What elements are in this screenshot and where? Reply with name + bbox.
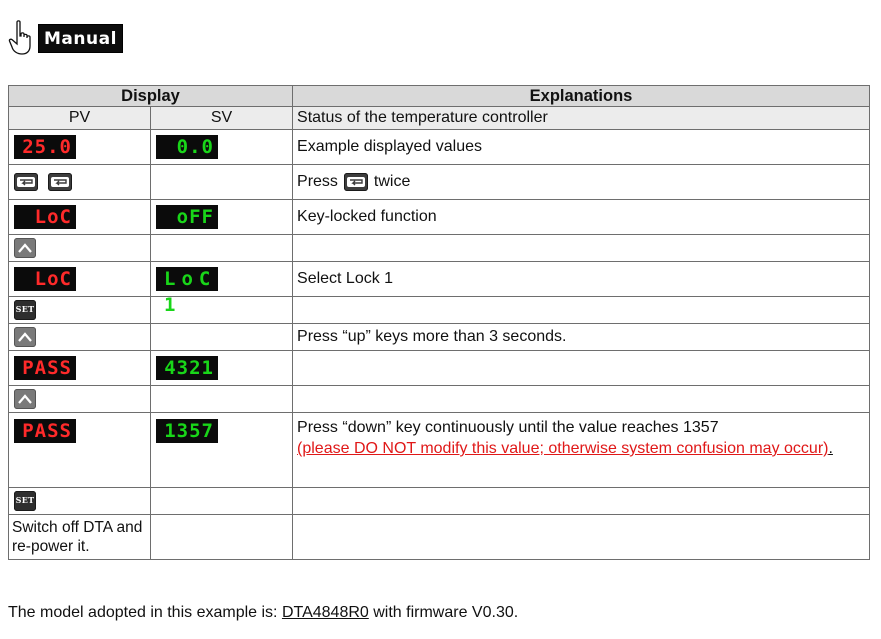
table-row [9,130,870,165]
display-header: Display [9,86,293,107]
pv-header: PV [9,107,151,130]
manual-badge: Manual [38,24,123,53]
up-key-icon [14,389,36,409]
explanation-cell [293,235,870,262]
empty-cell [151,488,293,515]
table-row [9,235,870,262]
up-key-icon [14,238,36,258]
empty-cell [151,235,293,262]
pv-display: PASS [14,356,76,380]
pv-display: LoC [14,205,76,229]
empty-cell [151,386,293,413]
table-row [9,324,870,351]
table-row [9,262,870,297]
sv-display: LoC 1 [156,267,218,291]
explanation-cell [293,297,870,324]
cycle-key-icon [14,173,38,191]
empty-cell [151,324,293,351]
empty-cell [151,165,293,200]
model-name: DTA4848R0 [281,604,369,621]
table-row [9,297,870,324]
instruction-cell: Switch off DTA and re-power it. [9,515,151,560]
empty-cell [151,515,293,560]
explanation-cell: Key-locked function [293,200,870,235]
set-key-icon: SET [14,491,36,511]
explanations-header: Explanations [293,86,870,107]
explanation-cell: Select Lock 1 [293,262,870,297]
table-row [9,515,870,560]
explanation-cell: Press “up” keys more than 3 seconds. [293,324,870,351]
cycle-key-icon [48,173,72,191]
procedure-table [8,85,870,560]
explanation-cell [293,488,870,515]
set-key-icon: SET [14,300,36,320]
table-row [9,413,870,488]
pv-display: LoC [14,267,76,291]
explanation-text: Press “down” key continuously until the value reaches 1357 [297,419,719,436]
explanation-cell [293,351,870,386]
table-row [9,165,870,200]
explanation-cell: Example displayed values [293,130,870,165]
explanation-cell [293,386,870,413]
model-note: The model adopted in this example is: DTA4848R0 with firmware V0.30. [8,604,519,621]
sv-display: 4321 [156,356,218,380]
sv-display: 1357 [156,419,218,443]
manual-header [8,20,123,56]
sv-header: SV [151,107,293,130]
pv-display: PASS [14,419,76,443]
explanation-cell: Press “down” key continuously until the value reaches 1357 (please DO NOT modify this value; otherwise system confusion may occur). [293,413,870,488]
table-row [9,351,870,386]
table-row [9,200,870,235]
up-key-icon [14,327,36,347]
table-row [9,386,870,413]
pv-display: 25.0 [14,135,76,159]
cycle-key-icon [344,173,368,191]
sv-display: oFF [156,205,218,229]
table-row [9,488,870,515]
explanation-cell: Press twice [293,165,870,200]
explanation-cell [293,515,870,560]
status-header: Status of the temperature controller [293,107,870,130]
sv-display: 0.0 [156,135,218,159]
warning-text: (please DO NOT modify this value; otherwise system confusion may occur) [297,440,829,457]
pointing-hand-icon [8,20,36,56]
